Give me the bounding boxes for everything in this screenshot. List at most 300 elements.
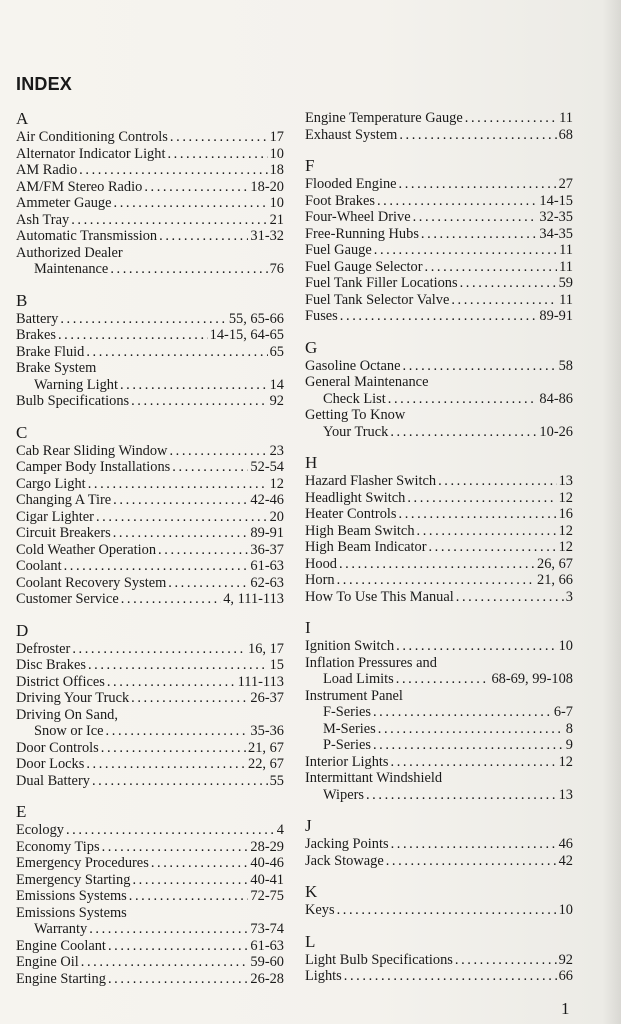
index-entry bbox=[305, 358, 573, 375]
entry-label: Ecology bbox=[16, 822, 64, 838]
entry-label: Foot Brakes bbox=[305, 192, 375, 209]
index-section bbox=[305, 110, 573, 143]
dot-leader bbox=[377, 193, 537, 210]
entry-pages: 89-91 bbox=[539, 308, 573, 324]
entry-label: Automatic Transmission bbox=[16, 228, 158, 244]
index-entry bbox=[305, 473, 573, 490]
index-entry bbox=[16, 872, 284, 889]
index-entry bbox=[305, 176, 573, 193]
index-entry bbox=[305, 226, 573, 243]
entry-pages: 28-29 bbox=[250, 838, 284, 855]
entry-pages: 59-60 bbox=[250, 954, 284, 970]
dot-leader bbox=[396, 671, 490, 688]
index-entry bbox=[16, 146, 284, 163]
dot-leader bbox=[66, 822, 275, 839]
index-entry-heading: Emissions Systems bbox=[16, 904, 127, 921]
entry-label: Driving Your Truck bbox=[16, 690, 130, 706]
entry-pages: 58 bbox=[558, 357, 573, 374]
index-entry bbox=[305, 787, 573, 804]
dot-leader bbox=[129, 888, 249, 905]
index-entry bbox=[16, 575, 284, 592]
entry-pages: 12 bbox=[558, 753, 573, 770]
entry-label: Ignition Switch bbox=[305, 638, 395, 654]
dot-leader bbox=[88, 476, 268, 493]
dot-leader bbox=[92, 773, 268, 790]
dot-leader bbox=[81, 954, 249, 971]
index-entry bbox=[305, 638, 573, 655]
entry-pages: 26, 67 bbox=[537, 555, 573, 572]
entry-pages: 20 bbox=[269, 508, 284, 525]
dot-leader bbox=[407, 490, 556, 507]
dot-leader bbox=[399, 176, 557, 193]
entry-pages: 52-54 bbox=[250, 459, 284, 475]
index-entry bbox=[16, 756, 284, 773]
entry-pages: 12 bbox=[558, 539, 573, 555]
entry-label: Interior Lights bbox=[305, 753, 389, 770]
entry-pages: 40-46 bbox=[250, 855, 284, 871]
page-number: 1 bbox=[561, 999, 570, 1018]
index-entry bbox=[305, 589, 573, 606]
dot-leader bbox=[132, 872, 248, 889]
index-entry bbox=[305, 572, 573, 589]
dot-leader bbox=[455, 952, 557, 969]
index-entry-heading: Authorized Dealer bbox=[16, 244, 123, 261]
entry-label: Brakes bbox=[16, 327, 56, 343]
entry-pages: 111-113 bbox=[237, 673, 284, 690]
entry-pages: 16 bbox=[558, 506, 573, 522]
index-entry bbox=[16, 377, 284, 394]
entry-label: Engine Oil bbox=[16, 954, 79, 970]
dot-leader bbox=[460, 275, 557, 292]
entry-pages: 18-20 bbox=[250, 178, 284, 195]
entry-label: Snow or Ice bbox=[34, 723, 104, 739]
entry-pages: 12 bbox=[269, 475, 284, 492]
entry-label: Economy Tips bbox=[16, 838, 100, 855]
index-entry bbox=[305, 259, 573, 276]
entry-pages: 92 bbox=[558, 951, 573, 968]
dot-leader bbox=[339, 556, 535, 573]
dot-leader bbox=[169, 443, 267, 460]
entry-pages: 55 bbox=[269, 772, 284, 789]
entry-label: Ammeter Gauge bbox=[16, 195, 112, 211]
entry-pages: 13 bbox=[558, 786, 573, 803]
entry-label: Door Locks bbox=[16, 756, 85, 772]
entry-pages: 4 bbox=[276, 822, 284, 838]
index-entry bbox=[16, 954, 284, 971]
index-entry bbox=[305, 754, 573, 771]
dot-leader bbox=[451, 292, 557, 309]
index-entry bbox=[16, 195, 284, 212]
entry-label: Fuel Tank Filler Locations bbox=[305, 275, 458, 291]
dot-leader bbox=[456, 589, 564, 606]
dot-leader bbox=[172, 459, 248, 476]
index-entry bbox=[305, 836, 573, 853]
index-entry bbox=[16, 179, 284, 196]
index-entry-heading: Brake System bbox=[16, 360, 97, 376]
dot-leader bbox=[120, 377, 268, 394]
entry-pages: 17 bbox=[269, 129, 284, 145]
section-letter: B bbox=[16, 290, 28, 310]
dot-leader bbox=[391, 754, 557, 771]
dot-leader bbox=[417, 523, 557, 540]
entry-label: Cigar Lighter bbox=[16, 508, 94, 525]
dot-leader bbox=[101, 740, 246, 757]
section-letter: D bbox=[16, 620, 29, 640]
index-entry bbox=[305, 523, 573, 540]
index-entry bbox=[16, 822, 284, 839]
dot-leader bbox=[108, 938, 248, 955]
index-entry bbox=[16, 657, 284, 674]
entry-label: Dual Battery bbox=[16, 772, 90, 789]
dot-leader bbox=[396, 638, 556, 655]
entry-pages: 6-7 bbox=[553, 704, 573, 720]
index-entry bbox=[305, 242, 573, 259]
entry-label: Your Truck bbox=[323, 423, 389, 440]
dot-leader bbox=[167, 146, 267, 163]
entry-pages: 12 bbox=[558, 489, 573, 506]
entry-label: Emergency Starting bbox=[16, 871, 131, 888]
entry-label: Fuel Gauge Selector bbox=[305, 258, 423, 275]
entry-label: Light Bulb Specifications bbox=[305, 951, 453, 968]
section-letter: H bbox=[305, 453, 318, 472]
entry-label: Emergency Procedures bbox=[16, 855, 149, 871]
entry-pages: 34-35 bbox=[539, 225, 573, 242]
entry-label: Changing A Tire bbox=[16, 492, 112, 508]
entry-pages: 68 bbox=[558, 126, 573, 143]
entry-label: F-Series bbox=[323, 704, 371, 720]
entry-pages: 62-63 bbox=[250, 574, 284, 591]
entry-label: High Beam Switch bbox=[305, 522, 415, 539]
entry-label: Camper Body Installations bbox=[16, 459, 171, 475]
entry-label: Four-Wheel Drive bbox=[305, 209, 411, 225]
section-letter: L bbox=[305, 931, 316, 951]
dot-leader bbox=[102, 839, 249, 856]
index-entry bbox=[16, 162, 284, 179]
index-entry-heading: Instrument Panel bbox=[305, 687, 403, 704]
index-section bbox=[305, 883, 573, 919]
index-entry bbox=[16, 740, 284, 757]
index-entry bbox=[305, 490, 573, 507]
index-entry bbox=[305, 853, 573, 870]
entry-pages: 46 bbox=[558, 836, 573, 852]
index-entry bbox=[305, 424, 573, 441]
dot-leader bbox=[113, 525, 249, 542]
entry-pages: 8 bbox=[565, 720, 573, 737]
section-letter: C bbox=[16, 422, 28, 442]
section-letter: E bbox=[16, 802, 27, 821]
dot-leader bbox=[110, 261, 267, 278]
entry-pages: 13 bbox=[558, 473, 573, 489]
entry-label: Cargo Light bbox=[16, 475, 86, 492]
entry-pages: 21, 66 bbox=[537, 572, 573, 588]
index-entry bbox=[16, 938, 284, 955]
entry-label: Hazard Flasher Switch bbox=[305, 473, 437, 489]
entry-label: Hood bbox=[305, 555, 337, 572]
dot-leader bbox=[344, 968, 557, 985]
dot-leader bbox=[86, 344, 267, 361]
entry-pages: 31-32 bbox=[250, 228, 284, 244]
entry-label: Jack Stowage bbox=[305, 852, 384, 869]
entry-label: Fuel Gauge bbox=[305, 242, 372, 258]
index-entry bbox=[305, 193, 573, 210]
entry-label: Circuit Breakers bbox=[16, 525, 111, 541]
dot-leader bbox=[79, 162, 267, 179]
entry-pages: 11 bbox=[559, 291, 573, 308]
dot-leader bbox=[391, 836, 557, 853]
entry-pages: 66 bbox=[558, 968, 573, 984]
entry-pages: 9 bbox=[565, 737, 573, 753]
dot-leader bbox=[131, 393, 268, 410]
entry-pages: 61-63 bbox=[250, 558, 284, 574]
entry-label: AM/FM Stereo Radio bbox=[16, 178, 143, 195]
right-column bbox=[305, 110, 573, 999]
entry-label: M-Series bbox=[323, 720, 376, 737]
entry-pages: 21 bbox=[269, 211, 284, 228]
left-column bbox=[16, 110, 284, 1001]
entry-label: Ash Tray bbox=[16, 211, 70, 228]
dot-leader bbox=[60, 311, 226, 328]
entry-pages: 72-75 bbox=[250, 888, 284, 904]
dot-leader bbox=[399, 506, 557, 523]
entry-label: Engine Starting bbox=[16, 970, 106, 987]
index-entry bbox=[305, 556, 573, 573]
entry-pages: 11 bbox=[559, 242, 573, 258]
entry-pages: 27 bbox=[558, 176, 573, 192]
dot-leader bbox=[72, 641, 246, 658]
section-letter: F bbox=[305, 156, 315, 175]
entry-label: Warranty bbox=[34, 921, 88, 937]
entry-label: Lights bbox=[305, 968, 342, 984]
entry-pages: 14-15 bbox=[539, 192, 573, 209]
index-entry bbox=[16, 459, 284, 476]
page-title: INDEX bbox=[16, 74, 73, 94]
index-entry bbox=[305, 506, 573, 523]
index-entry bbox=[16, 492, 284, 509]
entry-label: Horn bbox=[305, 572, 335, 588]
dot-leader bbox=[374, 242, 557, 259]
entry-pages: 26-37 bbox=[250, 690, 284, 706]
index-entry bbox=[16, 129, 284, 146]
dot-leader bbox=[421, 226, 538, 243]
entry-pages: 84-86 bbox=[539, 390, 573, 407]
index-entry bbox=[16, 393, 284, 410]
entry-label: Load Limits bbox=[323, 671, 394, 687]
index-entry bbox=[16, 839, 284, 856]
entry-pages: 12 bbox=[558, 522, 573, 539]
entry-pages: 18 bbox=[269, 162, 284, 178]
index-entry bbox=[305, 704, 573, 721]
index-entry bbox=[16, 311, 284, 328]
dot-leader bbox=[428, 539, 556, 556]
dot-leader bbox=[438, 473, 557, 490]
entry-pages: 23 bbox=[269, 442, 284, 459]
index-entry bbox=[16, 509, 284, 526]
entry-label: Battery bbox=[16, 310, 59, 327]
dot-leader bbox=[399, 127, 556, 144]
index-section bbox=[16, 803, 284, 987]
entry-pages: 21, 67 bbox=[248, 739, 284, 756]
index-entry bbox=[305, 275, 573, 292]
index-entry bbox=[305, 110, 573, 127]
entry-pages: 10 bbox=[558, 902, 573, 918]
dot-leader bbox=[170, 129, 268, 146]
dot-leader bbox=[113, 492, 248, 509]
entry-pages: 14 bbox=[269, 376, 284, 393]
index-entry bbox=[16, 855, 284, 872]
entry-pages: 68-69, 99-108 bbox=[491, 671, 573, 687]
dot-leader bbox=[144, 179, 248, 196]
entry-label: Coolant bbox=[16, 558, 62, 574]
section-letter: G bbox=[305, 337, 318, 357]
index-entry-heading: Getting To Know bbox=[305, 407, 406, 423]
index-section bbox=[305, 619, 573, 803]
entry-pages: 10 bbox=[269, 195, 284, 211]
entry-pages: 55, 65-66 bbox=[228, 310, 284, 327]
entry-label: Alternator Indicator Light bbox=[16, 145, 166, 162]
index-section bbox=[16, 424, 284, 608]
index-entry bbox=[16, 591, 284, 608]
entry-label: Engine Coolant bbox=[16, 937, 106, 954]
entry-label: Cab Rear Sliding Window bbox=[16, 442, 168, 459]
entry-pages: 10-26 bbox=[539, 423, 573, 440]
index-entry bbox=[16, 773, 284, 790]
index-entry bbox=[305, 671, 573, 688]
index-entry bbox=[16, 476, 284, 493]
entry-label: Free-Running Hubs bbox=[305, 225, 419, 242]
index-entry bbox=[305, 292, 573, 309]
index-entry bbox=[16, 558, 284, 575]
dot-leader bbox=[340, 308, 538, 325]
entry-label: Flooded Engine bbox=[305, 176, 397, 192]
entry-label: Maintenance bbox=[34, 261, 109, 277]
dot-leader bbox=[388, 391, 538, 408]
entry-label: District Offices bbox=[16, 673, 105, 690]
entry-label: Fuses bbox=[305, 308, 338, 324]
index-entry bbox=[16, 971, 284, 988]
index-entry bbox=[16, 327, 284, 344]
section-letter: I bbox=[305, 618, 311, 637]
index-entry bbox=[305, 308, 573, 325]
entry-pages: 16, 17 bbox=[248, 640, 284, 657]
entry-pages: 15 bbox=[269, 657, 284, 673]
index-section bbox=[16, 110, 284, 278]
entry-label: Emissions Systems bbox=[16, 888, 127, 904]
entry-label: Engine Temperature Gauge bbox=[305, 110, 463, 126]
dot-leader bbox=[337, 902, 557, 919]
entry-label: Disc Brakes bbox=[16, 657, 86, 673]
index-entry bbox=[305, 952, 573, 969]
dot-leader bbox=[168, 575, 248, 592]
entry-label: How To Use This Manual bbox=[305, 588, 454, 605]
entry-label: Check List bbox=[323, 390, 386, 407]
entry-label: Customer Service bbox=[16, 591, 119, 607]
section-letter: A bbox=[16, 109, 29, 128]
entry-pages: 40-41 bbox=[250, 871, 284, 888]
entry-pages: 11 bbox=[559, 110, 573, 126]
index-section bbox=[305, 817, 573, 869]
index-entry-heading: Driving On Sand, bbox=[16, 706, 118, 723]
dot-leader bbox=[413, 209, 538, 226]
entry-pages: 42 bbox=[558, 852, 573, 869]
dot-leader bbox=[114, 195, 268, 212]
index-entry-heading: Inflation Pressures and bbox=[305, 654, 437, 671]
entry-label: Air Conditioning Controls bbox=[16, 129, 168, 145]
index-entry bbox=[305, 209, 573, 226]
index-section bbox=[305, 339, 573, 441]
entry-pages: 61-63 bbox=[250, 937, 284, 954]
dot-leader bbox=[159, 228, 248, 245]
entry-label: Brake Fluid bbox=[16, 343, 85, 360]
dot-leader bbox=[366, 787, 557, 804]
entry-pages: 92 bbox=[269, 393, 284, 409]
entry-pages: 65 bbox=[269, 343, 284, 360]
index-entry-heading: Intermittant Windshield bbox=[305, 770, 443, 786]
index-entry bbox=[305, 539, 573, 556]
entry-label: AM Radio bbox=[16, 162, 78, 178]
entry-pages: 36-37 bbox=[250, 541, 284, 558]
dot-leader bbox=[151, 855, 249, 872]
entry-pages: 3 bbox=[565, 588, 573, 605]
index-entry bbox=[16, 723, 284, 740]
entry-label: Wipers bbox=[323, 786, 364, 803]
index-entry bbox=[16, 674, 284, 691]
index-entry bbox=[16, 888, 284, 905]
index-section bbox=[305, 454, 573, 605]
dot-leader bbox=[386, 853, 557, 870]
index-section bbox=[16, 622, 284, 790]
entry-label: Gasoline Octane bbox=[305, 357, 401, 374]
dot-leader bbox=[89, 921, 248, 938]
entry-label: Cold Weather Operation bbox=[16, 541, 157, 558]
entry-pages: 22, 67 bbox=[248, 756, 284, 772]
dot-leader bbox=[390, 424, 537, 441]
entry-pages: 11 bbox=[559, 258, 573, 275]
entry-pages: 42-46 bbox=[250, 492, 284, 508]
entry-label: Headlight Switch bbox=[305, 489, 406, 506]
index-entry bbox=[16, 228, 284, 245]
index-entry bbox=[305, 391, 573, 408]
index-entry bbox=[16, 261, 284, 278]
entry-label: Door Controls bbox=[16, 739, 99, 756]
entry-pages: 14-15, 64-65 bbox=[209, 327, 284, 343]
dot-leader bbox=[465, 110, 557, 127]
entry-label: Heater Controls bbox=[305, 506, 397, 522]
index-entry bbox=[16, 542, 284, 559]
dot-leader bbox=[106, 723, 249, 740]
dot-leader bbox=[71, 212, 267, 229]
dot-leader bbox=[86, 756, 246, 773]
dot-leader bbox=[337, 572, 535, 589]
index-entry bbox=[16, 641, 284, 658]
index-section bbox=[16, 292, 284, 410]
entry-label: Keys bbox=[305, 902, 335, 918]
dot-leader bbox=[64, 558, 249, 575]
index-entry bbox=[16, 921, 284, 938]
entry-pages: 26-28 bbox=[250, 970, 284, 987]
entry-pages: 59 bbox=[558, 275, 573, 291]
index-entry bbox=[305, 721, 573, 738]
entry-label: Exhaust System bbox=[305, 126, 398, 143]
index-entry bbox=[305, 737, 573, 754]
dot-leader bbox=[403, 358, 557, 375]
entry-pages: 76 bbox=[269, 261, 284, 277]
entry-pages: 10 bbox=[558, 638, 573, 654]
section-letter: J bbox=[305, 816, 312, 835]
index-entry bbox=[16, 525, 284, 542]
entry-pages: 35-36 bbox=[250, 723, 284, 739]
index-entry bbox=[305, 127, 573, 144]
index-entry bbox=[305, 902, 573, 919]
